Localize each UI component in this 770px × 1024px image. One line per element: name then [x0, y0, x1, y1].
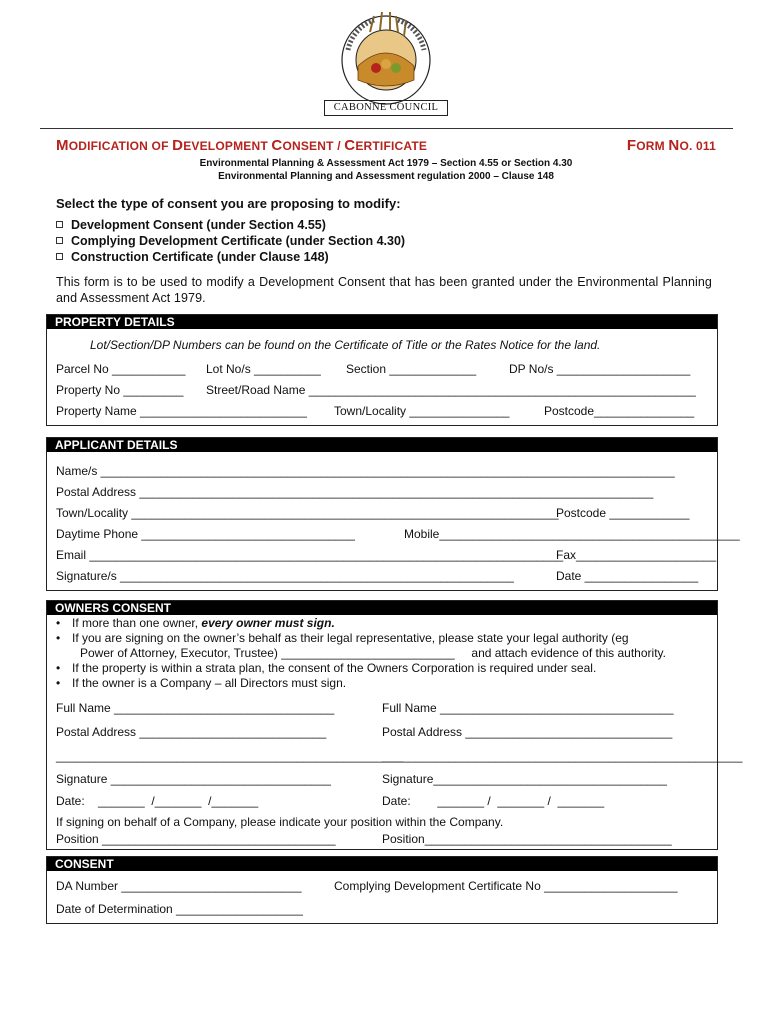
- checkbox-construction-certificate[interactable]: [56, 253, 63, 260]
- property-town-locality-field[interactable]: Town/Locality _______________: [334, 404, 510, 418]
- form-title-row: [56, 137, 716, 159]
- owner-2-signature-field[interactable]: Signature___________________________________: [382, 772, 667, 786]
- owners-bullet-2: • If you are signing on the owner’s behalf as their legal representative, please state your legal authority (eg: [56, 631, 629, 645]
- date-of-determination-field[interactable]: Date of Determination ___________________: [56, 902, 303, 916]
- consent-heading: CONSENT: [47, 857, 717, 871]
- owner-2-full-name-field[interactable]: Full Name ___________________________________: [382, 701, 674, 715]
- mobile-field[interactable]: Mobile_____________________________________________: [404, 527, 740, 541]
- council-logo: [318, 10, 454, 116]
- owner-1-date-field[interactable]: Date: _______ /_______ /_______: [56, 794, 259, 808]
- fax-field[interactable]: Fax_____________________: [556, 548, 717, 562]
- checkbox-development-consent[interactable]: [56, 221, 63, 228]
- checkbox-complying-development[interactable]: [56, 237, 63, 244]
- applicant-date-field[interactable]: Date _________________: [556, 569, 699, 583]
- street-road-name-field[interactable]: Street/Road Name __________________________________________________________: [206, 383, 696, 397]
- subtitle-regulation: Environmental Planning and Assessment regulation 2000 – Clause 148: [218, 171, 554, 182]
- option-development-consent[interactable]: Development Consent (under Section 4.55): [56, 218, 326, 232]
- owners-bullet-3: • If the property is within a strata plan, the consent of the Owners Corporation is required under seal.: [56, 661, 597, 675]
- dp-nos-field[interactable]: DP No/s ____________________: [509, 362, 691, 376]
- owner-1-signature-field[interactable]: Signature _________________________________: [56, 772, 331, 786]
- da-number-field[interactable]: DA Number ___________________________: [56, 879, 302, 893]
- intro-paragraph: This form is to be used to modify a Development Consent that has been granted under the Environmental Planning and Assessment Act 1979.: [56, 275, 712, 305]
- property-name-field[interactable]: Property Name _________________________: [56, 404, 307, 418]
- subtitle-act: Environmental Planning & Assessment Act 1979 – Section 4.55 or Section 4.30: [199, 158, 573, 169]
- owners-consent-heading: OWNERS CONSENT: [47, 601, 717, 615]
- applicant-signatures-field[interactable]: Signature/s ___________________________________________________________: [56, 569, 514, 583]
- form-title: MODIFICATION OF DEVELOPMENT CONSENT / CERTIFICATE: [56, 137, 428, 154]
- owner-1-postal-address-field[interactable]: Postal Address ____________________________: [56, 725, 327, 739]
- owner-1-position-field[interactable]: Position ___________________________________: [56, 832, 336, 846]
- applicant-postal-address-field[interactable]: Postal Address _____________________________________________________________________________: [56, 485, 654, 499]
- council-name: CABONNE COUNCIL: [324, 100, 448, 116]
- property-details-heading: PROPERTY DETAILS: [47, 315, 717, 329]
- owners-bullet-1: • If more than one owner, every owner must sign.: [56, 616, 335, 630]
- owners-bullet-2-line-2: Power of Attorney, Executor, Trustee) __________________________ and attach evidence of this authority.: [80, 646, 666, 660]
- option-construction-certificate[interactable]: Construction Certificate (under Clause 148): [56, 250, 329, 264]
- option-complying-development[interactable]: Complying Development Certificate (under Section 4.30): [56, 234, 405, 248]
- owner-1-address-line-field[interactable]: ____________________________________________________: [56, 749, 404, 763]
- property-note: Lot/Section/DP Numbers can be found on the Certificate of Title or the Rates Notice for the land.: [90, 338, 601, 352]
- applicant-details-heading: APPLICANT DETAILS: [47, 438, 717, 452]
- property-postcode-field[interactable]: Postcode_______________: [544, 404, 695, 418]
- applicant-postcode-field[interactable]: Postcode ____________: [556, 506, 690, 520]
- parcel-no-field[interactable]: Parcel No ___________: [56, 362, 186, 376]
- consent-type-question: Select the type of consent you are proposing to modify:: [56, 196, 401, 211]
- daytime-phone-field[interactable]: Daytime Phone ________________________________: [56, 527, 355, 541]
- owner-2-date-field[interactable]: Date: _______ / _______ / _______: [382, 794, 605, 808]
- australias-food-basket-seal-icon: [334, 10, 438, 106]
- header-rule: [40, 128, 733, 129]
- owner-2-address-line-field[interactable]: ______________________________________________________: [382, 749, 743, 763]
- cdc-number-field[interactable]: Complying Development Certificate No ____________________: [334, 879, 678, 893]
- email-field[interactable]: Email _______________________________________________________________________: [56, 548, 564, 562]
- owner-1-full-name-field[interactable]: Full Name _________________________________: [56, 701, 335, 715]
- section-field[interactable]: Section _____________: [346, 362, 477, 376]
- form-number: FORM NO. 011: [626, 137, 716, 154]
- lot-nos-field[interactable]: Lot No/s __________: [206, 362, 321, 376]
- applicant-town-locality-field[interactable]: Town/Locality ________________________________________________________________: [56, 506, 559, 520]
- owners-bullet-4: • If the owner is a Company – all Directors must sign.: [56, 676, 347, 690]
- property-no-field[interactable]: Property No _________: [56, 383, 184, 397]
- applicant-names-field[interactable]: Name/s ______________________________________________________________________________________: [56, 464, 675, 478]
- owner-2-position-field[interactable]: Position_____________________________________: [382, 832, 672, 846]
- company-position-note: If signing on behalf of a Company, please indicate your position within the Company.: [56, 815, 504, 829]
- owner-2-postal-address-field[interactable]: Postal Address _______________________________: [382, 725, 673, 739]
